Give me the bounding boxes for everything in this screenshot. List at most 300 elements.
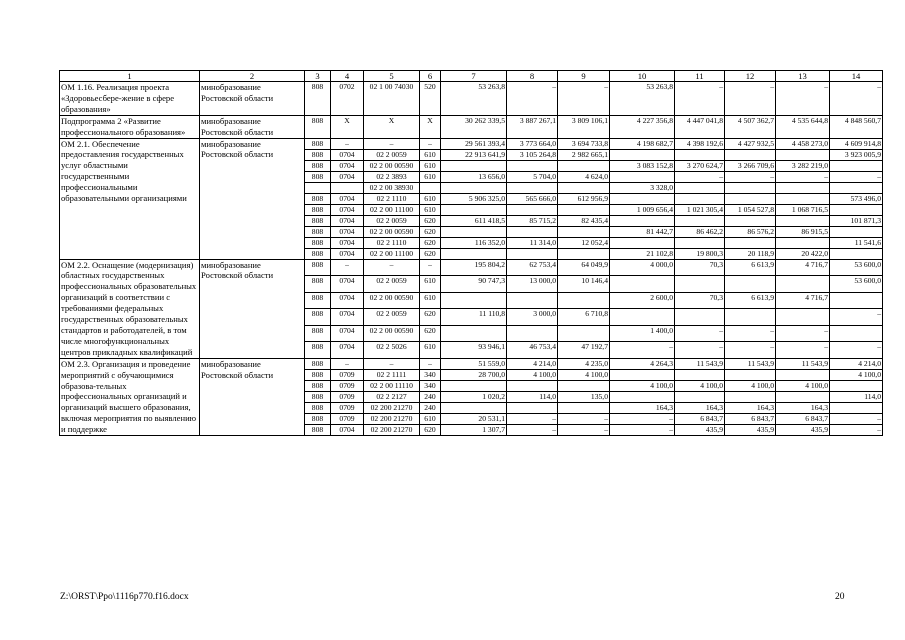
executor: минобразование Ростовской области (200, 115, 305, 138)
amount-cell: 4 507 362,7 (725, 115, 776, 138)
code-cell: 0704 (331, 193, 364, 204)
code-cell: 610 (420, 292, 441, 309)
amount-cell (776, 149, 830, 160)
amount-cell (558, 292, 610, 309)
amount-cell: 195 804,2 (441, 259, 507, 276)
code-cell: – (331, 138, 364, 149)
column-number-row (60, 71, 883, 82)
code-cell: 240 (420, 391, 441, 402)
amount-cell: – (830, 413, 883, 424)
page-number: 20 (835, 592, 845, 602)
code-cell: 610 (420, 160, 441, 171)
amount-cell: 3 270 624,7 (675, 160, 725, 171)
amount-cell (507, 380, 558, 391)
executor: минобразование Ростовской области (200, 82, 305, 116)
amount-cell: 4 198 682,7 (610, 138, 675, 149)
code-cell: 0704 (331, 276, 364, 293)
amount-cell: 11 543,9 (725, 358, 776, 369)
amount-cell: 4 848 560,7 (830, 115, 883, 138)
code-cell: 620 (420, 237, 441, 248)
amount-cell (725, 149, 776, 160)
code-cell: – (364, 358, 420, 369)
code-cell: 808 (305, 171, 331, 182)
amount-cell: 11 543,9 (675, 358, 725, 369)
code-cell: 02 200 21270 (364, 424, 420, 435)
amount-cell: 4 398 192,6 (675, 138, 725, 149)
amount-cell: 3 887 267,1 (507, 115, 558, 138)
amount-cell: 3 083 152,8 (610, 160, 675, 171)
column-number: 9 (558, 71, 610, 82)
amount-cell: 11 543,9 (776, 358, 830, 369)
code-cell: 808 (305, 342, 331, 359)
code-cell: 610 (420, 204, 441, 215)
column-number: 14 (830, 71, 883, 82)
amount-cell: – (675, 325, 725, 342)
code-cell: 02 2 0059 (364, 149, 420, 160)
amount-cell: 64 049,9 (558, 259, 610, 276)
amount-cell: – (725, 82, 776, 116)
amount-cell: 4 100,0 (507, 369, 558, 380)
code-cell: 620 (420, 309, 441, 326)
code-cell (305, 182, 331, 193)
executor: минобразование Ростовской области (200, 138, 305, 259)
footer-file-path: Z:\ORST\Ppo\1116p770.f16.docx (60, 592, 189, 602)
amount-cell: 164,3 (610, 402, 675, 413)
amount-cell (675, 182, 725, 193)
amount-cell (776, 369, 830, 380)
amount-cell: 4 624,0 (558, 171, 610, 182)
code-cell: 808 (305, 292, 331, 309)
code-cell: 02 2 0059 (364, 215, 420, 226)
column-number: 13 (776, 71, 830, 82)
amount-cell: 4 214,0 (507, 358, 558, 369)
amount-cell: 20 531,1 (441, 413, 507, 424)
amount-cell: – (610, 413, 675, 424)
code-cell: 808 (305, 193, 331, 204)
amount-cell: 4 100,0 (675, 380, 725, 391)
amount-cell: 10 146,4 (558, 276, 610, 293)
amount-cell (675, 149, 725, 160)
measure-name: ОМ 2.1. Обеспечение предоставления государственных услуг областными государственными профессиональными образовательными организациями (60, 138, 200, 259)
code-cell: 0704 (331, 226, 364, 237)
amount-cell (776, 309, 830, 326)
amount-cell (507, 226, 558, 237)
code-cell: 0704 (331, 325, 364, 342)
amount-cell: 6 843,7 (725, 413, 776, 424)
column-number: 1 (60, 71, 200, 82)
amount-cell: 164,3 (675, 402, 725, 413)
amount-cell: 4 264,3 (610, 358, 675, 369)
code-cell: 240 (420, 402, 441, 413)
column-number: 3 (305, 71, 331, 82)
code-cell: 610 (420, 149, 441, 160)
amount-cell: 3 694 733,8 (558, 138, 610, 149)
amount-cell: 22 913 641,9 (441, 149, 507, 160)
code-cell: 620 (420, 248, 441, 259)
amount-cell (558, 402, 610, 413)
code-cell: 808 (305, 160, 331, 171)
amount-cell (830, 325, 883, 342)
amount-cell: 53 263,8 (441, 82, 507, 116)
column-number: 7 (441, 71, 507, 82)
amount-cell: 86 462,2 (675, 226, 725, 237)
amount-cell: 90 747,3 (441, 276, 507, 293)
amount-cell (507, 204, 558, 215)
amount-cell: 93 946,1 (441, 342, 507, 359)
amount-cell: 51 559,0 (441, 358, 507, 369)
amount-cell: – (725, 325, 776, 342)
amount-cell (610, 369, 675, 380)
amount-cell (830, 402, 883, 413)
amount-cell: 4 000,0 (610, 259, 675, 276)
amount-cell: 114,0 (507, 391, 558, 402)
amount-cell (675, 215, 725, 226)
amount-cell: 3 282 219,0 (776, 160, 830, 171)
table-row (60, 115, 883, 138)
code-cell: 340 (420, 380, 441, 391)
amount-cell (507, 160, 558, 171)
amount-cell: 6 613,9 (725, 292, 776, 309)
amount-cell: 53 263,8 (610, 82, 675, 116)
column-number: 12 (725, 71, 776, 82)
code-cell: 02 2 3893 (364, 171, 420, 182)
amount-cell: 3 266 709,6 (725, 160, 776, 171)
amount-cell: 70,3 (675, 292, 725, 309)
code-cell: 0709 (331, 413, 364, 424)
amount-cell: – (675, 82, 725, 116)
code-cell (420, 182, 441, 193)
code-cell: 02 2 1111 (364, 369, 420, 380)
amount-cell (441, 380, 507, 391)
amount-cell (441, 182, 507, 193)
column-number: 2 (200, 71, 305, 82)
code-cell: Х (331, 115, 364, 138)
amount-cell (441, 226, 507, 237)
amount-cell (610, 215, 675, 226)
code-cell: 620 (420, 226, 441, 237)
amount-cell (610, 309, 675, 326)
amount-cell (610, 237, 675, 248)
code-cell: 02 2 00 00590 (364, 325, 420, 342)
amount-cell (507, 325, 558, 342)
amount-cell (830, 226, 883, 237)
code-cell: 808 (305, 358, 331, 369)
code-cell: 02 2 00 11100 (364, 204, 420, 215)
amount-cell: 4 716,7 (776, 259, 830, 276)
amount-cell: 573 496,0 (830, 193, 883, 204)
code-cell: 0704 (331, 160, 364, 171)
amount-cell (441, 160, 507, 171)
amount-cell: 13 656,0 (441, 171, 507, 182)
amount-cell: 4 100,0 (725, 380, 776, 391)
amount-cell: 12 052,4 (558, 237, 610, 248)
code-cell: 808 (305, 391, 331, 402)
measure-name: Подпрограмма 2 «Развитие профессионального образования» (60, 115, 200, 138)
amount-cell: 46 753,4 (507, 342, 558, 359)
code-cell: – (331, 358, 364, 369)
amount-cell: – (558, 82, 610, 116)
code-cell: – (420, 138, 441, 149)
amount-cell: – (725, 342, 776, 359)
code-cell: – (420, 259, 441, 276)
amount-cell: 5 906 325,0 (441, 193, 507, 204)
column-number: 4 (331, 71, 364, 82)
amount-cell (830, 204, 883, 215)
amount-cell: 86 576,2 (725, 226, 776, 237)
code-cell: 808 (305, 204, 331, 215)
amount-cell: 3 773 664,0 (507, 138, 558, 149)
code-cell: 808 (305, 369, 331, 380)
amount-cell: 4 100,0 (610, 380, 675, 391)
amount-cell (558, 325, 610, 342)
table-row (60, 138, 883, 149)
amount-cell: 101 871,3 (830, 215, 883, 226)
amount-cell (725, 215, 776, 226)
amount-cell (725, 182, 776, 193)
code-cell: 808 (305, 413, 331, 424)
amount-cell: – (675, 342, 725, 359)
code-cell: 808 (305, 237, 331, 248)
code-cell: 02 2 5026 (364, 342, 420, 359)
code-cell: 808 (305, 149, 331, 160)
amount-cell (675, 237, 725, 248)
code-cell: 808 (305, 424, 331, 435)
amount-cell: 4 458 273,0 (776, 138, 830, 149)
code-cell: 620 (420, 325, 441, 342)
amount-cell (830, 182, 883, 193)
amount-cell: 1 400,0 (610, 325, 675, 342)
code-cell: 02 2 00 00590 (364, 160, 420, 171)
code-cell: 0709 (331, 369, 364, 380)
code-cell: 0704 (331, 292, 364, 309)
amount-cell: 62 753,4 (507, 259, 558, 276)
amount-cell (610, 171, 675, 182)
amount-cell: 435,9 (725, 424, 776, 435)
amount-cell (830, 248, 883, 259)
amount-cell (725, 237, 776, 248)
amount-cell: 4 100,0 (558, 369, 610, 380)
amount-cell (776, 391, 830, 402)
code-cell: 02 2 00 00590 (364, 292, 420, 309)
budget-table (59, 70, 883, 436)
table-row (60, 358, 883, 369)
amount-cell: 611 418,5 (441, 215, 507, 226)
amount-cell: – (830, 309, 883, 326)
amount-cell: 4 100,0 (830, 369, 883, 380)
code-cell: 02 200 21270 (364, 402, 420, 413)
code-cell: 808 (305, 276, 331, 293)
amount-cell: – (830, 82, 883, 116)
amount-cell: 1 054 527,8 (725, 204, 776, 215)
amount-cell: 85 715,2 (507, 215, 558, 226)
code-cell: – (364, 259, 420, 276)
amount-cell: 3 105 264,8 (507, 149, 558, 160)
amount-cell: – (507, 424, 558, 435)
code-cell: 808 (305, 309, 331, 326)
code-cell: 02 2 2127 (364, 391, 420, 402)
amount-cell: 4 214,0 (830, 358, 883, 369)
amount-cell: 3 809 106,1 (558, 115, 610, 138)
amount-cell (725, 309, 776, 326)
amount-cell: 20 118,9 (725, 248, 776, 259)
amount-cell (675, 193, 725, 204)
amount-cell: 164,3 (776, 402, 830, 413)
code-cell: 610 (420, 171, 441, 182)
amount-cell (776, 193, 830, 204)
amount-cell: 1 307,7 (441, 424, 507, 435)
code-cell: 02 2 1110 (364, 193, 420, 204)
code-cell: 620 (420, 215, 441, 226)
code-cell: 02 2 00 38930 (364, 182, 420, 193)
amount-cell (610, 391, 675, 402)
code-cell: 02 2 00 00590 (364, 226, 420, 237)
code-cell: 520 (420, 82, 441, 116)
column-number: 6 (420, 71, 441, 82)
amount-cell: 6 843,7 (675, 413, 725, 424)
code-cell: 0704 (331, 215, 364, 226)
code-cell: 0704 (331, 309, 364, 326)
amount-cell (675, 369, 725, 380)
code-cell: 808 (305, 215, 331, 226)
amount-cell (675, 391, 725, 402)
amount-cell: 3 000,0 (507, 309, 558, 326)
amount-cell (830, 292, 883, 309)
amount-cell: 135,0 (558, 391, 610, 402)
amount-cell: 20 422,0 (776, 248, 830, 259)
amount-cell: 2 600,0 (610, 292, 675, 309)
amount-cell: 11 541,6 (830, 237, 883, 248)
amount-cell: 6 843,7 (776, 413, 830, 424)
amount-cell: 4 535 644,8 (776, 115, 830, 138)
amount-cell: 21 102,8 (610, 248, 675, 259)
executor: минобразование Ростовской области (200, 259, 305, 358)
code-cell: 610 (420, 413, 441, 424)
code-cell: – (331, 259, 364, 276)
amount-cell: – (507, 82, 558, 116)
code-cell: 610 (420, 342, 441, 359)
code-cell: 808 (305, 138, 331, 149)
amount-cell (558, 226, 610, 237)
amount-cell (507, 248, 558, 259)
column-number: 5 (364, 71, 420, 82)
amount-cell: 13 000,0 (507, 276, 558, 293)
code-cell: 02 2 1110 (364, 237, 420, 248)
code-cell: 808 (305, 325, 331, 342)
code-cell: 0704 (331, 424, 364, 435)
amount-cell (725, 391, 776, 402)
column-number: 8 (507, 71, 558, 82)
amount-cell (558, 182, 610, 193)
amount-cell: – (610, 342, 675, 359)
amount-cell (441, 292, 507, 309)
amount-cell: 86 915,5 (776, 226, 830, 237)
amount-cell: – (558, 413, 610, 424)
amount-cell: 4 447 041,8 (675, 115, 725, 138)
code-cell: 0709 (331, 380, 364, 391)
amount-cell (441, 325, 507, 342)
amount-cell: – (776, 342, 830, 359)
amount-cell: 28 700,0 (441, 369, 507, 380)
executor: минобразование Ростовской области (200, 358, 305, 435)
amount-cell: – (830, 171, 883, 182)
amount-cell (675, 309, 725, 326)
code-cell: – (364, 138, 420, 149)
amount-cell (558, 160, 610, 171)
amount-cell (441, 248, 507, 259)
code-cell: 0704 (331, 248, 364, 259)
amount-cell: 2 982 665,1 (558, 149, 610, 160)
amount-cell (776, 215, 830, 226)
code-cell: 808 (305, 248, 331, 259)
measure-name: ОМ 1.16. Реализация проекта «Здоровьесбере-жение в сфере образования» (60, 82, 200, 116)
code-cell: 620 (420, 424, 441, 435)
amount-cell: 4 609 914,8 (830, 138, 883, 149)
code-cell: 0704 (331, 149, 364, 160)
code-cell: 0709 (331, 391, 364, 402)
amount-cell: 565 666,0 (507, 193, 558, 204)
amount-cell (558, 248, 610, 259)
amount-cell (507, 292, 558, 309)
amount-cell (441, 402, 507, 413)
amount-cell (507, 182, 558, 193)
column-number: 10 (610, 71, 675, 82)
amount-cell: 81 442,7 (610, 226, 675, 237)
code-cell: 808 (305, 82, 331, 116)
code-cell: 808 (305, 259, 331, 276)
amount-cell: 4 427 932,5 (725, 138, 776, 149)
amount-cell: – (830, 424, 883, 435)
amount-cell (558, 204, 610, 215)
amount-cell: 53 600,0 (830, 259, 883, 276)
code-cell: 0704 (331, 237, 364, 248)
amount-cell: – (558, 424, 610, 435)
amount-cell: – (776, 171, 830, 182)
amount-cell: 612 956,9 (558, 193, 610, 204)
code-cell: 02 1 00 74030 (364, 82, 420, 116)
code-cell: 0702 (331, 82, 364, 116)
amount-cell: 53 600,0 (830, 276, 883, 293)
amount-cell: – (830, 342, 883, 359)
amount-cell: 29 561 393,4 (441, 138, 507, 149)
code-cell: 0704 (331, 171, 364, 182)
amount-cell: 1 020,2 (441, 391, 507, 402)
amount-cell (725, 369, 776, 380)
amount-cell: 435,9 (776, 424, 830, 435)
amount-cell (558, 380, 610, 391)
amount-cell: 5 704,0 (507, 171, 558, 182)
code-cell: 808 (305, 380, 331, 391)
amount-cell (830, 160, 883, 171)
amount-cell (725, 276, 776, 293)
amount-cell: 3 328,0 (610, 182, 675, 193)
amount-cell: 4 716,7 (776, 292, 830, 309)
table-row (60, 82, 883, 116)
amount-cell: 11 314,0 (507, 237, 558, 248)
amount-cell: 4 235,0 (558, 358, 610, 369)
code-cell: 610 (420, 193, 441, 204)
column-number: 11 (675, 71, 725, 82)
amount-cell (441, 204, 507, 215)
code-cell: 808 (305, 226, 331, 237)
amount-cell: 1 068 716,5 (776, 204, 830, 215)
amount-cell (675, 276, 725, 293)
measure-name: ОМ 2.3. Организация и проведение мероприятий с обучающимися образова-тельных профессиональных организаций и организаций высшего образования, включая мероприятия по выявлению и поддержке (60, 358, 200, 435)
code-cell (331, 182, 364, 193)
amount-cell: 114,0 (830, 391, 883, 402)
code-cell: 808 (305, 115, 331, 138)
amount-cell: 1 021 305,4 (675, 204, 725, 215)
amount-cell: – (776, 325, 830, 342)
